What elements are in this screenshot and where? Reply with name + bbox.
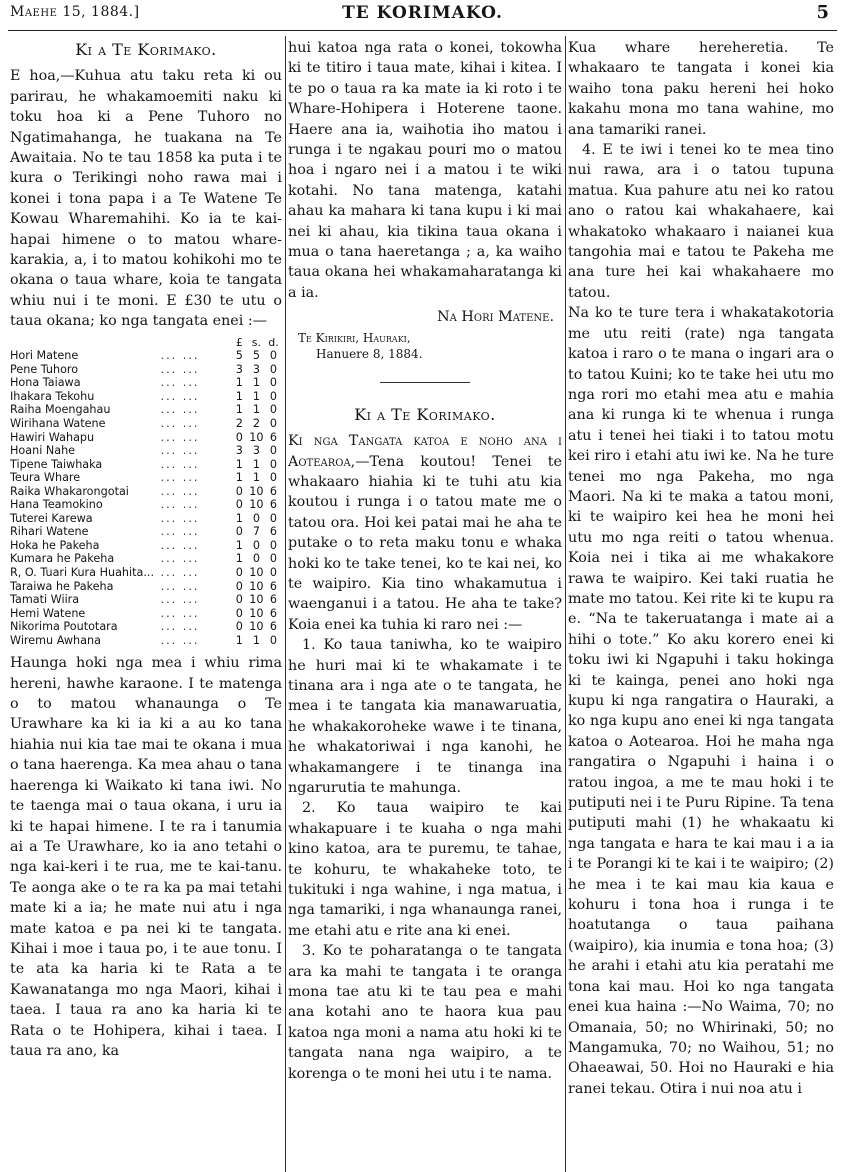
amount-pounds: 2 [235,416,243,430]
letter-paragraph: Haunga hoki nga mea i whiu rima hereni, hawhe karaone. I te matenga o to matou whanaunga o Te Urawhare ka ki ia ki a au ko tana hiahia nui kia tae mai te okana i mua o tana haerenga. Ka mea ahau o tana haerenga ki Waikato ki tana iwi. No te taenga mai o taua okana, i uru ia ki te hapai himene. I te ra i tanumia ai a Te Urawhare, ko ia ano tetahi o nga kai-keri i te rua, me te kai-tanu. Te aonga ake o te ra ka pa mai tetahi mate ki a ia; he mate nui atu i nga mate katoa e pa nei ki te tangata. Kihai i moe i taua po, i te aue tonu. I te ata ka haria ki te Rata a te Kawanatanga mo nga Maori, kihai i taea. I taua ra ano ka haria ki te Rata o te Hohipera, kihai i taea. I taua ra ano, ka [10,655,282,1059]
amount-pounds: 5 [235,349,243,363]
leader-dots: ... ... [160,484,200,498]
amount-pence: 6 [269,484,278,498]
amount-pence: 6 [269,579,278,593]
letter-paragraph: Kua whare hereheretia. Te whakaaro te tangata i konei kia waiho tona paku hereni hei hoko kakahu mona mo tana wahine, mo ana tamariki ranei. [568,40,834,138]
amount-pounds: 0 [235,430,243,444]
amount-pounds: 1 [235,538,243,552]
column-divider [285,36,286,1172]
amount-pounds: 1 [235,511,243,525]
subscription-row [10,539,282,553]
leader-dots: ... ... [160,552,200,566]
subscriber-name: Hori Matene [10,349,79,363]
amount-shillings: 10 [249,565,264,579]
subscription-row [10,403,282,417]
letter-intro: —Tena koutou! Tenei te whakaaro hiahia ki te tuhi atu kia koutou i runga i o tatou mate me o tatou ora. Hoi kei patai mai he aha te putake o to reta maku tonu e whaka hoki ko te take tenei, ko te kai nei, ko te waipiro. Kia tino whakamutua i waenganui i a tatou. He aha te take? Koia enei ka tuhia ki raro nei :— [288,453,562,633]
subscriber-name: Hemi Watene [10,606,86,620]
subscription-row [10,634,282,648]
subscription-row [10,498,282,512]
amount-pounds: 0 [235,606,243,620]
amount-pence: 0 [269,376,278,390]
pounds-header: £ [235,335,243,349]
amount-pence: 0 [269,416,278,430]
amount-shillings: 3 [252,444,260,458]
amount-pence: 0 [269,457,278,471]
letter-heading: Ki a Te Korimako. [354,404,496,424]
amount-shillings: 10 [249,593,264,607]
section-rule [380,382,470,383]
subscriber-name: R, O. Tuari Kura Huahita... [10,565,155,579]
amount-shillings: 10 [249,579,264,593]
letter-place: Te Kirikiri, Hauraki, [298,330,411,345]
letter-paragraph [288,431,562,635]
amount-pounds: 0 [235,498,243,512]
amount-shillings: 1 [252,633,260,647]
amount-pounds: 1 [235,403,243,417]
subscriber-name: Tipene Taiwhaka [10,457,103,471]
amount-pounds: 0 [235,525,243,539]
amount-shillings: 10 [249,620,264,634]
subscriber-name: Kumara he Pakeha [10,552,115,566]
subscriber-name: Pene Tuhoro [10,362,79,376]
leader-dots: ... ... [160,389,200,403]
subscriber-name: Nikorima Poutotara [10,620,118,634]
amount-pounds: 3 [235,362,243,376]
column-2 [288,38,562,1170]
amount-pence: 0 [269,362,278,376]
amount-shillings: 0 [252,552,260,566]
subscriber-name: Tuterei Karewa [10,511,93,525]
letter-date: Hanuere 8, 1884. [316,346,423,361]
subscriber-name: Hona Taiawa [10,376,81,390]
subscription-row [10,431,282,445]
leader-dots: ... ... [160,538,200,552]
subscription-row [10,458,282,472]
newspaper-title: TE KORIMAKO. [342,3,503,23]
subscriber-name: Wiremu Awhana [10,633,101,647]
subscription-row [10,552,282,566]
subscription-row [10,471,282,485]
subscription-row [10,566,282,580]
column-3 [568,38,834,1170]
amount-pence: 0 [269,349,278,363]
subscription-row [10,580,282,594]
amount-shillings: 0 [252,538,260,552]
leader-dots: ... ... [160,498,200,512]
amount-shillings: 1 [252,403,260,417]
leader-dots: ... ... [160,579,200,593]
amount-pence: 6 [269,593,278,607]
letter-paragraph: Na ko te ture tera i whakatakotoria me utu reiti (rate) nga tangata katoa i raro o te mana o ingari ara o to tatou Kuini; ko te take hei utu mo nga rori mo etahi mea atu e mahia ana ki runga ki te whenua i runga atu i tenei hei tiaki i to tatou motu kei riro i etahi atu iwi ke. Na he ture tenei mo nga Pakeha, mo nga Maori. Na ki te maka a tatou moni, ki te waipiro kei hea he moni hei utu mo nga reiti o tatou whenua. Koia nei i tika ai me whakakore rawa te waipiro. Kei taki ruatia he mate mo tatou. Kei rite ki te kupu ra e. “Na te takeruatanga i mate ai a hihi o tote.” Ko aku korero enei ki toku iwi ki Ngapuhi i taku hokinga ki te kainga, penei ano hoki nga kupu ki nga rangatira o Hauraki, a ko nga kupu ano enei ki nga tangata katoa o Aotearoa. Hoi he maha nga rangatira o Ngapuhi i haina i o ratou ingoa, a me te mau hoki i te putiputi nei i te Puru Ripine. Ta tena putiputi mahi (1) he whakaatu ki nga tangata e hara te kai mau i a ia i te Porangi ki te kai i te waipiro; (2) he mea i te kai mau kia kaua e kohuru i tona hoa i runga i te hoatutanga o taua paihana (waipiro), kia inumia e tona hoa; (3) he arahi i etahi atu kia peratahi me tona kai mau. Hoi ko nga tangata enei kua haina :—No Waima, 70; no Omanaia, 50; no Whirinaki, 50; no Mangamuka, 70; no Waihou, 51; no Ohaeawai, 50. Hoi no Hauraki e hia ranei tekau. Otira i nui noa atu i [568,305,834,1097]
column-divider [565,36,566,1172]
subscriber-name: Rihari Watene [10,525,89,539]
amount-pounds: 0 [235,484,243,498]
column-1 [10,38,282,1170]
amount-shillings: 10 [249,498,264,512]
leader-dots: ... ... [160,633,200,647]
amount-shillings: 10 [249,606,264,620]
leader-dots: ... ... [160,403,200,417]
leader-dots: ... ... [160,376,200,390]
amount-pence: 0 [269,403,278,417]
subscriber-name: Taraiwa he Pakeha [10,579,114,593]
amount-pence: 6 [269,606,278,620]
amount-pounds: 1 [235,552,243,566]
amount-shillings: 1 [252,389,260,403]
subscription-row [10,620,282,634]
letter-point: 2. Ko taua waipiro te kai whakapuare i te kuaha o nga mahi kino katoa, ara te puremu, te tahae, te kohuru, te whakaheke toto, te tukituki i nga wahine, i nga matua, i nga tamariki, i nga whanaunga ranei, me etahi atu e rite ana ki enei. [288,800,562,939]
amount-pounds: 1 [235,471,243,485]
leader-dots: ... ... [160,444,200,458]
amount-shillings: 10 [249,484,264,498]
amount-pence: 0 [269,389,278,403]
amount-pence: 6 [269,525,278,539]
amount-shillings: 1 [252,457,260,471]
amount-shillings: 3 [252,362,260,376]
leader-dots: ... ... [160,471,200,485]
letter-paragraph: E hoa,—Kuhua atu taku reta ki ou parirau, he whakamoemiti naku ki toku hoa ki a Pene Tuhoro no Ngatimahanga, he tuakana na Te Awaitaia. No te tau 1858 ka puta i te kura o Terikingi noho rawa mai i konei i tona papa i a Te Watene Te Kowau Wharemahihi. Ko ia te kai-hapai himene o to matou whare-karakia, a, i to matou kohikohi mo te okana o taua whare, koia te tangata whiu nui i te moni. E £30 te utu o taua okana; ko nga tangata enei :— [10,68,282,330]
leader-dots: ... ... [160,416,200,430]
letter-address: Ki nga Tangata katoa e noho ana i Aotearoa, [288,433,562,470]
amount-pence: 0 [269,444,278,458]
subscription-table [10,336,282,648]
subscriber-name: Hawiri Wahapu [10,430,95,444]
leader-dots: ... ... [160,620,200,634]
header-rule [8,30,837,31]
page-number: 5 [816,2,829,23]
amount-pence: 0 [269,471,278,485]
amount-shillings: 5 [252,349,260,363]
letter-point: 3. Ko te poharatanga o te tangata ara ka mahi te tangata i te oranga mona tae atu ki te tau pea e mahi ana kotahi ano te haora kua pau katoa nga moni a nama atu hoki ki te tangata nana nga waipiro, a te korenga o te moni hei utu i te nama. [288,943,562,1082]
subscription-row [10,417,282,431]
subscriber-name: Hana Teamokino [10,498,103,512]
amount-shillings: 7 [252,525,260,539]
amount-pounds: 1 [235,376,243,390]
subscriber-name: Hoani Nahe [10,444,76,458]
leader-dots: ... ... [160,525,200,539]
amount-shillings: 1 [252,471,260,485]
amount-pence: 6 [269,620,278,634]
amount-pence: 0 [269,538,278,552]
subscriber-name: Raika Whakarongotai [10,484,129,498]
leader-dots: ... ... [160,511,200,525]
subscription-row [10,363,282,377]
subscription-row [10,390,282,404]
letter-signature: Na Hori Matene. [437,309,554,326]
pence-header: d. [268,335,279,349]
subscriber-name: Teura Whare [10,471,81,485]
amount-pence: 0 [269,552,278,566]
amount-pence: 6 [269,430,278,444]
letter-point: 4. E te iwi i tenei ko te mea tino nui rawa, ara i o tatou tupuna matua. Kua pahure atu nei ko ratou ano o ratou kai whakahaere, kai whakatoko whakaaro i naianei kua tangohia mai e tatou te Pakeha me ana ture hei kai whakahaere mo tatou. [568,142,834,301]
page-header [0,0,845,40]
amount-pounds: 0 [235,579,243,593]
amount-pence: 6 [269,498,278,512]
leader-dots: ... ... [160,606,200,620]
amount-pounds: 1 [235,389,243,403]
subscriber-name: Tamati Wiira [10,593,80,607]
subscription-row [10,607,282,621]
letter-dateline [298,330,562,362]
amount-pounds: 0 [235,565,243,579]
subscription-row [10,444,282,458]
subscriber-name: Wirihana Watene [10,416,106,430]
issue-date: Maehe 15, 1884.] [10,4,140,20]
amount-pounds: 1 [235,633,243,647]
amount-pounds: 0 [235,593,243,607]
letter-heading: Ki a Te Korimako. [75,40,217,59]
subscription-row [10,593,282,607]
amount-pence: 0 [269,565,278,579]
leader-dots: ... ... [160,362,200,376]
leader-dots: ... ... [160,457,200,471]
subscription-row [10,512,282,526]
amount-pence: 0 [269,633,278,647]
amount-pounds: 0 [235,620,243,634]
leader-dots: ... ... [160,565,200,579]
letter-point: 1. Ko taua taniwha, ko te waipiro he huri mai ki te whakamate i te tinana ara i nga ate o te tangata, he mea i te tangata kia manawaruatia, he whakakoroheke wawe i te tinana, he whakatoriwai i nga kanohi, he whakamangere i te tinanga ina ngarurutia te mahunga. [288,637,562,796]
subscriber-name: Raiha Moengahau [10,403,111,417]
subscription-row [10,485,282,499]
amount-shillings: 10 [249,430,264,444]
subscription-row [10,349,282,363]
amount-shillings: 2 [252,416,260,430]
leader-dots: ... ... [160,593,200,607]
subscription-row [10,376,282,390]
subscription-row [10,525,282,539]
leader-dots: ... ... [160,430,200,444]
amount-pounds: 3 [235,444,243,458]
subscription-table-header [10,336,282,350]
amount-pence: 0 [269,511,278,525]
letter-paragraph: hui katoa nga rata o konei, tokowha ki te titiro i taua mate, kihai i kitea. I te po o taua ra ka mate ia ki roto i te Whare-Hohipera i Hoterene taone. Haere ana ia, waihotia iho matou i runga i te ngakau pouri mo o matou hoa i ngaro nei i a matou i te wiki kotahi. No tana matenga, katahi ahau ka mahara ki tana kupu i ki mai nei ki ahau, kia tikina taua okana i mua o tana haeretanga ; a, ka waiho taua okana hei whakamaharatanga ki a ia. [288,40,562,301]
amount-pounds: 1 [235,457,243,471]
subscriber-name: Ihakara Tekohu [10,389,95,403]
leader-dots: ... ... [160,349,200,363]
subscriber-name: Hoka he Pakeha [10,538,100,552]
amount-shillings: 1 [252,376,260,390]
shillings-header: s. [251,335,261,349]
amount-shillings: 0 [252,511,260,525]
